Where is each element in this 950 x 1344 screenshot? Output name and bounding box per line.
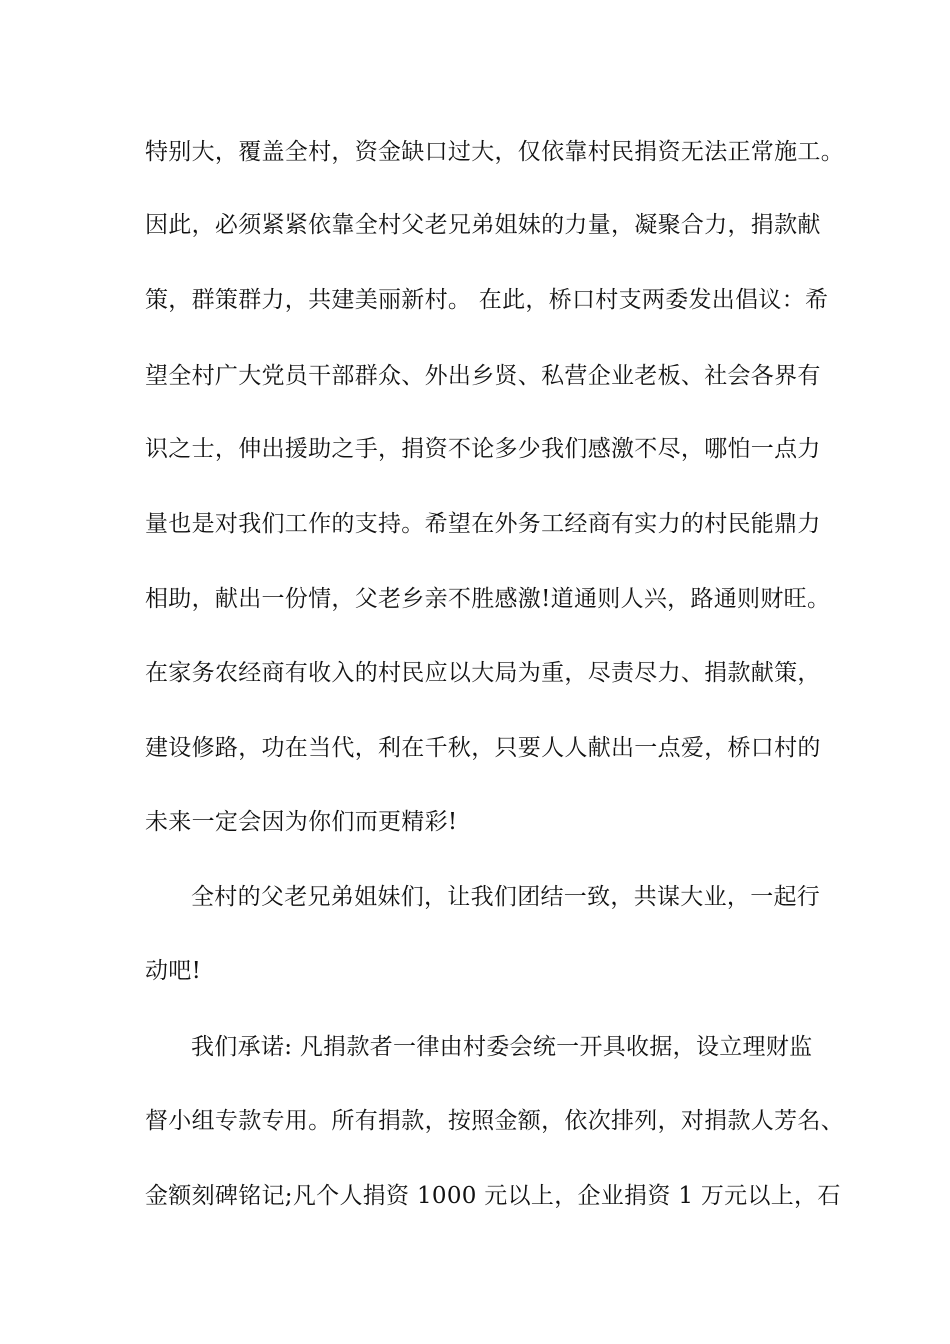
text-line: 建设修路，功在当代，利在千秋，只要人人献出一点爱，桥口村的 [145,735,821,761]
text-line: 未来一定会因为你们而更精彩! [145,809,458,835]
paragraph-first-line: 全村的父老兄弟姐妹们，让我们团结一致，共谋大业，一起行 [191,884,821,910]
text-line: 特别大，覆盖全村，资金缺口过大，仅依靠村民捐资无法正常施工。 [145,139,844,165]
text-line: 相助，献出一份情，父老乡亲不胜感激!道通则人兴，路通则财旺。 [145,586,831,612]
text-line: 督小组专款专用。所有捐款，按照金额，依次排列，对捐款人芳名、 [145,1108,844,1134]
text-line: 动吧! [145,958,202,984]
text-line: 望全村广大党员干部群众、外出乡贤、私营企业老板、社会各界有 [145,363,821,389]
text-line: 识之士，伸出援助之手，捐资不论多少我们感激不尽，哪怕一点力 [145,436,821,462]
text-line: 策，群策群力，共建美丽新村。 在此，桥口村支两委发出倡议：希 [145,287,829,313]
text-line: 因此，必须紧紧依靠全村父老兄弟姐妹的力量，凝聚合力，捐款献 [145,212,821,238]
text-line: 在家务农经商有收入的村民应以大局为重，尽责尽力、捐款献策， [145,660,821,686]
paragraph-first-line: 我们承诺: 凡捐款者一律由村委会统一开具收据，设立理财监 [191,1034,813,1060]
text-line: 金额刻碑铭记;凡个人捐资 1000 元以上，企业捐资 1 万元以上，石 [145,1183,841,1209]
text-line: 量也是对我们工作的支持。希望在外务工经商有实力的村民能鼎力 [145,511,821,537]
